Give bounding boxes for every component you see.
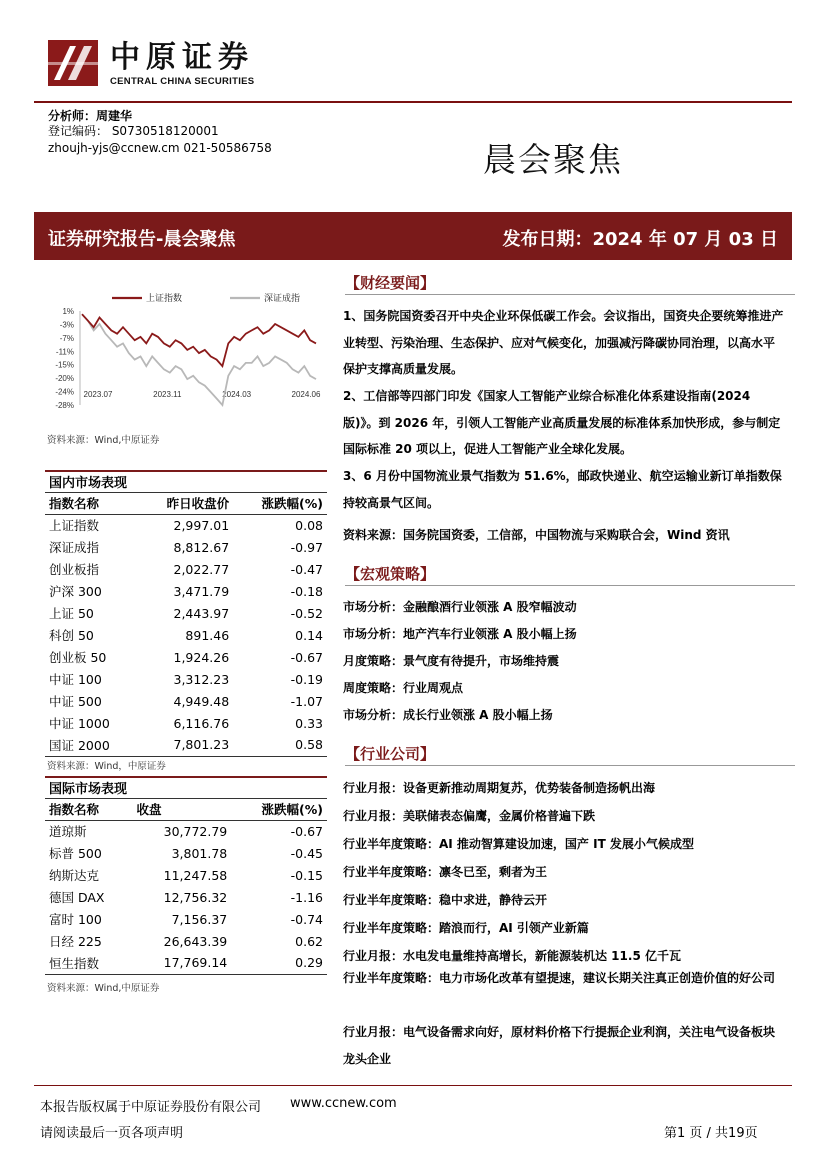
x-tick-label: 2024.06 (291, 390, 321, 399)
index-name: 中证 500 (49, 694, 102, 709)
close-value: 6,116.76 (173, 715, 230, 731)
index-name: 富时 100 (49, 912, 102, 927)
news-item: 1、国务院国资委召开中央企业环保低碳工作会。会议指出，国资央企要统筹推进产业转型、污染治理、生态保护、应对气候变化，加强减污降碳协同治理，以高水平保护支撑高质量发展。 (343, 309, 784, 376)
domestic-market-table (45, 470, 327, 757)
legend-label: 上证指数 (146, 294, 183, 304)
header-divider (34, 101, 792, 103)
macro-item: 市场分析：金融酿酒行业领涨 A 股窄幅波动 (343, 600, 577, 614)
table-row (45, 690, 327, 712)
close-value: 3,312.23 (173, 671, 230, 687)
change-value: 0.58 (295, 737, 323, 753)
close-value: 26,643.39 (163, 933, 228, 949)
change-value: 0.33 (295, 715, 323, 731)
x-tick-label: 2024.03 (222, 390, 252, 399)
domestic-table-title: 国内市场表现 (49, 476, 128, 492)
y-tick-label: -11% (55, 347, 74, 357)
index-trend-chart (40, 287, 330, 417)
macro-strategy-heading: 【宏观策略】 (345, 565, 436, 583)
change-value: -0.97 (290, 539, 323, 555)
change-value: 0.08 (295, 517, 323, 533)
index-name: 国证 2000 (49, 737, 110, 753)
table-row (45, 646, 327, 668)
close-value: 11,247.58 (163, 867, 228, 883)
company-website[interactable]: www.ccnew.com (290, 1096, 397, 1111)
footer-divider (34, 1085, 792, 1086)
change-value: -1.07 (290, 693, 323, 709)
index-name: 德国 DAX (49, 890, 105, 905)
x-tick-label: 2023.07 (83, 390, 113, 399)
copyright-notice: 本报告版权属于中原证券股份有限公司 (40, 1100, 262, 1115)
change-value: -0.52 (290, 605, 323, 621)
table-row (45, 536, 327, 558)
industry-item: 行业半年度策略：踏浪而行，AI 引领产业新篇 (343, 921, 589, 935)
col-header-close: 昨日收盘价 (166, 496, 230, 511)
industry-item: 行业半年度策略：稳中求进，静待云开 (343, 893, 548, 907)
close-value: 17,769.14 (163, 955, 228, 971)
chart-source: 资料来源：Wind,中原证券 (47, 435, 160, 446)
table-row (45, 580, 327, 602)
index-name: 日经 225 (49, 934, 102, 949)
close-value: 1,924.26 (173, 649, 230, 665)
close-value: 7,801.23 (173, 737, 230, 753)
table-row (45, 712, 327, 734)
index-name: 道琼斯 (49, 824, 87, 840)
table-row (45, 602, 327, 624)
finance-news-heading: 【财经要闻】 (345, 274, 436, 292)
table-row (45, 864, 327, 886)
col-header-close: 收盘 (136, 802, 162, 817)
change-value: -0.15 (290, 867, 323, 883)
registration-code: 登记编码： S0730518120001 (48, 124, 219, 138)
index-name: 中证 1000 (49, 716, 110, 731)
industry-item: 行业半年度策略：凛冬已至，剩者为王 (343, 865, 548, 879)
change-value: -0.67 (290, 823, 323, 839)
index-name: 纳斯达克 (49, 868, 100, 883)
macro-item: 月度策略：景气度有待提升，市场维持震 (343, 654, 560, 668)
international-market-table (45, 776, 327, 975)
y-tick-label: -28% (55, 401, 74, 410)
international-table-title: 国际市场表现 (49, 782, 128, 798)
section-divider (345, 585, 795, 586)
close-value: 4,949.48 (173, 693, 230, 709)
close-value: 30,772.79 (163, 823, 228, 839)
table-row (45, 930, 327, 952)
close-value: 7,156.37 (171, 911, 228, 927)
index-name: 沪深 300 (49, 584, 102, 599)
index-name: 科创 50 (49, 628, 94, 643)
close-value: 2,022.77 (173, 561, 230, 577)
industry-item: 行业月报：电气设备需求向好，原材料价格下行提振企业利润，关注电气设备板块龙头企业 (343, 1025, 776, 1066)
news-item: 2、工信部等四部门印发《国家人工智能产业综合标准化体系建设指南(2024 版)》。到 2026 年，引领人工智能产业高质量发展的标准体系加快形成，参与制定国际标准 20 项以上，促进人工智能产业全球化发展。 (343, 389, 781, 456)
news-source: 资料来源：国务院国资委，工信部，中国物流与采购联合会，Wind 资讯 (343, 528, 730, 542)
change-value: -0.45 (290, 845, 323, 861)
y-tick-label: -20% (55, 374, 74, 384)
index-name: 恒生指数 (49, 955, 100, 971)
change-value: -0.67 (290, 649, 323, 665)
analyst-name: 分析师：周建华 (48, 109, 133, 123)
close-value: 2,443.97 (173, 605, 230, 621)
change-value: -0.19 (290, 671, 323, 687)
col-header-name: 指数名称 (49, 802, 100, 817)
table-row (45, 952, 327, 974)
index-name: 创业板 50 (49, 650, 107, 665)
section-divider (345, 765, 795, 766)
index-name: 创业板指 (49, 562, 100, 577)
close-value: 2,997.01 (173, 517, 230, 533)
table-row (45, 886, 327, 908)
close-value: 891.46 (185, 627, 230, 643)
change-value: -1.16 (290, 889, 323, 905)
table-row (45, 514, 327, 536)
index-name: 标普 500 (49, 846, 102, 861)
macro-item: 周度策略：行业周观点 (343, 681, 464, 695)
industry-item: 行业半年度策略：电力市场化改革有望提速，建议长期关注真正创造价值的好公司 (343, 971, 776, 985)
col-header-change: 涨跌幅(%) (261, 802, 323, 817)
international-source: 资料来源：Wind,中原证券 (47, 983, 160, 994)
industry-company-heading: 【行业公司】 (345, 745, 436, 763)
change-value: -0.47 (290, 561, 323, 577)
series-line-0 (82, 314, 316, 366)
table-row (45, 624, 327, 646)
macro-item: 市场分析：成长行业领涨 A 股小幅上扬 (343, 708, 553, 722)
legend-label: 深证成指 (264, 294, 301, 304)
close-value: 3,801.78 (171, 845, 228, 861)
report-title: 晨会聚焦 (483, 140, 623, 179)
change-value: -0.74 (290, 911, 323, 927)
report-banner (34, 212, 792, 260)
table-row (45, 842, 327, 864)
table-row (45, 558, 327, 580)
y-tick-label: -15% (55, 360, 74, 370)
page-number: 第1 页 / 共19页 (664, 1126, 758, 1141)
section-divider (345, 294, 795, 295)
brand-name-cn: 中原证券 (110, 40, 254, 75)
col-header-name: 指数名称 (49, 496, 100, 511)
table-row (45, 668, 327, 690)
table-row (45, 908, 327, 930)
analyst-contact: zhoujh-yjs@ccnew.cm 021-50586758 (48, 141, 272, 155)
company-logo (48, 40, 98, 86)
close-value: 3,471.79 (173, 583, 230, 599)
index-name: 上证指数 (49, 518, 100, 534)
macro-item: 市场分析：地产汽车行业领涨 A 股小幅上扬 (343, 627, 577, 641)
y-tick-label: -24% (55, 387, 74, 397)
table-row (45, 820, 327, 842)
index-name: 深证成指 (49, 540, 100, 555)
brand-name-en: CENTRAL CHINA SECURITIES (110, 76, 255, 87)
table-row (45, 734, 327, 756)
y-tick-label: -3% (59, 320, 74, 330)
industry-item: 行业月报：水电发电量维持高增长，新能源装机达 11.5 亿千瓦 (343, 949, 681, 963)
change-value: 0.14 (295, 627, 323, 643)
publish-date: 发布日期：2024 年 07 月 03 日 (502, 229, 778, 250)
col-header-change: 涨跌幅(%) (261, 496, 323, 511)
change-value: 0.62 (295, 933, 323, 949)
change-value: 0.29 (295, 955, 323, 971)
disclaimer-note: 请阅读最后一页各项声明 (40, 1126, 184, 1141)
close-value: 8,812.67 (173, 539, 230, 555)
report-type: 证券研究报告-晨会聚焦 (48, 229, 236, 250)
index-name: 上证 50 (49, 606, 94, 621)
industry-item: 行业月报：美联储表态偏鹰，金属价格普遍下跌 (343, 809, 596, 823)
close-value: 12,756.32 (163, 889, 228, 905)
industry-item: 行业月报：设备更新推动周期复苏，优势装备制造扬帆出海 (343, 781, 656, 795)
change-value: -0.18 (290, 583, 323, 599)
x-tick-label: 2023.11 (153, 390, 182, 399)
index-name: 中证 100 (49, 672, 102, 687)
y-tick-label: -7% (59, 333, 74, 343)
news-item: 3、6 月份中国物流业景气指数为 51.6%，邮政快递业、航空运输业新订单指数保持较高景气区间。 (343, 469, 782, 510)
domestic-source: 资料来源：Wind，中原证券 (47, 761, 166, 772)
industry-item: 行业半年度策略：AI 推动智算建设加速，国产 IT 发展小气候成型 (343, 837, 694, 851)
y-tick-label: 1% (62, 307, 74, 316)
